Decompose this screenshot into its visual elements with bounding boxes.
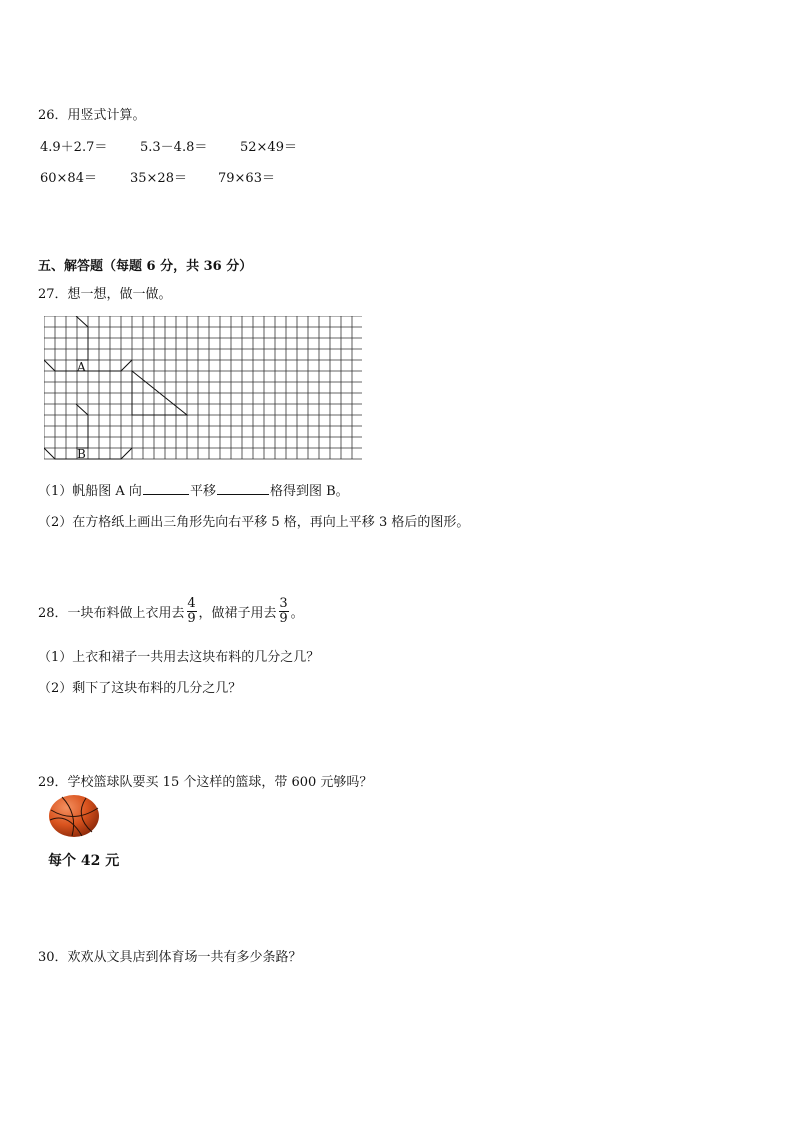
q26-label: 26．用竖式计算。 (38, 108, 146, 123)
q27-sub2: （2）在方格纸上画出三角形先向右平移 5 格，再向上平移 3 格后的图形。 (38, 515, 470, 530)
fraction-denominator: 9 (279, 611, 288, 626)
q29-price: 每个 42 元 (48, 853, 120, 869)
q26-expr-1: 4.9＋2.7＝ (40, 140, 108, 155)
fraction-numerator: 4 (187, 596, 196, 611)
basketball-image (48, 794, 102, 840)
q26-expr-5: 35×28＝ (130, 171, 187, 186)
fraction-4-9 (187, 597, 197, 626)
q28-label-prefix: 28．一块布料做上衣用去 (38, 606, 185, 621)
q27-sub1-suffix: 格得到图 B。 (269, 484, 349, 499)
q28-sub2: （2）剩下了这块布料的几分之几？ (38, 681, 242, 696)
q26-expr-2: 5.3－4.8＝ (140, 140, 208, 155)
grid-figure (44, 316, 362, 460)
q28-label (38, 597, 304, 626)
answer-blank-count[interactable] (217, 482, 269, 495)
fraction-denominator: 9 (187, 611, 196, 626)
section-heading: 五、解答题（每题 6 分，共 36 分） (38, 259, 253, 274)
q28-label-mid: ，做裙子用去 (198, 606, 277, 621)
q27-label: 27．想一想，做一做。 (38, 287, 172, 302)
fraction-3-9 (279, 597, 289, 626)
q29-label: 29．学校篮球队要买 15 个这样的篮球，带 600 元够吗？ (38, 775, 373, 790)
q26-expr-4: 60×84＝ (40, 171, 97, 186)
q26-expr-3: 52×49＝ (240, 140, 297, 155)
q27-sub1-prefix: （1）帆船图 A 向 (38, 484, 142, 499)
q30-label: 30．欢欢从文具店到体育场一共有多少条路？ (38, 950, 302, 965)
fraction-numerator: 3 (279, 596, 288, 611)
q27-sub1-mid: 平移 (189, 484, 216, 499)
q27-sub1 (38, 480, 349, 499)
grid-label-b: B (77, 447, 86, 460)
grid-label-a: A (77, 360, 86, 374)
q28-label-suffix: 。 (290, 606, 304, 621)
answer-blank-direction[interactable] (143, 482, 189, 495)
q26-expr-6: 79×63＝ (218, 171, 275, 186)
q28-sub1: （1）上衣和裙子一共用去这块布料的几分之几？ (38, 650, 320, 665)
